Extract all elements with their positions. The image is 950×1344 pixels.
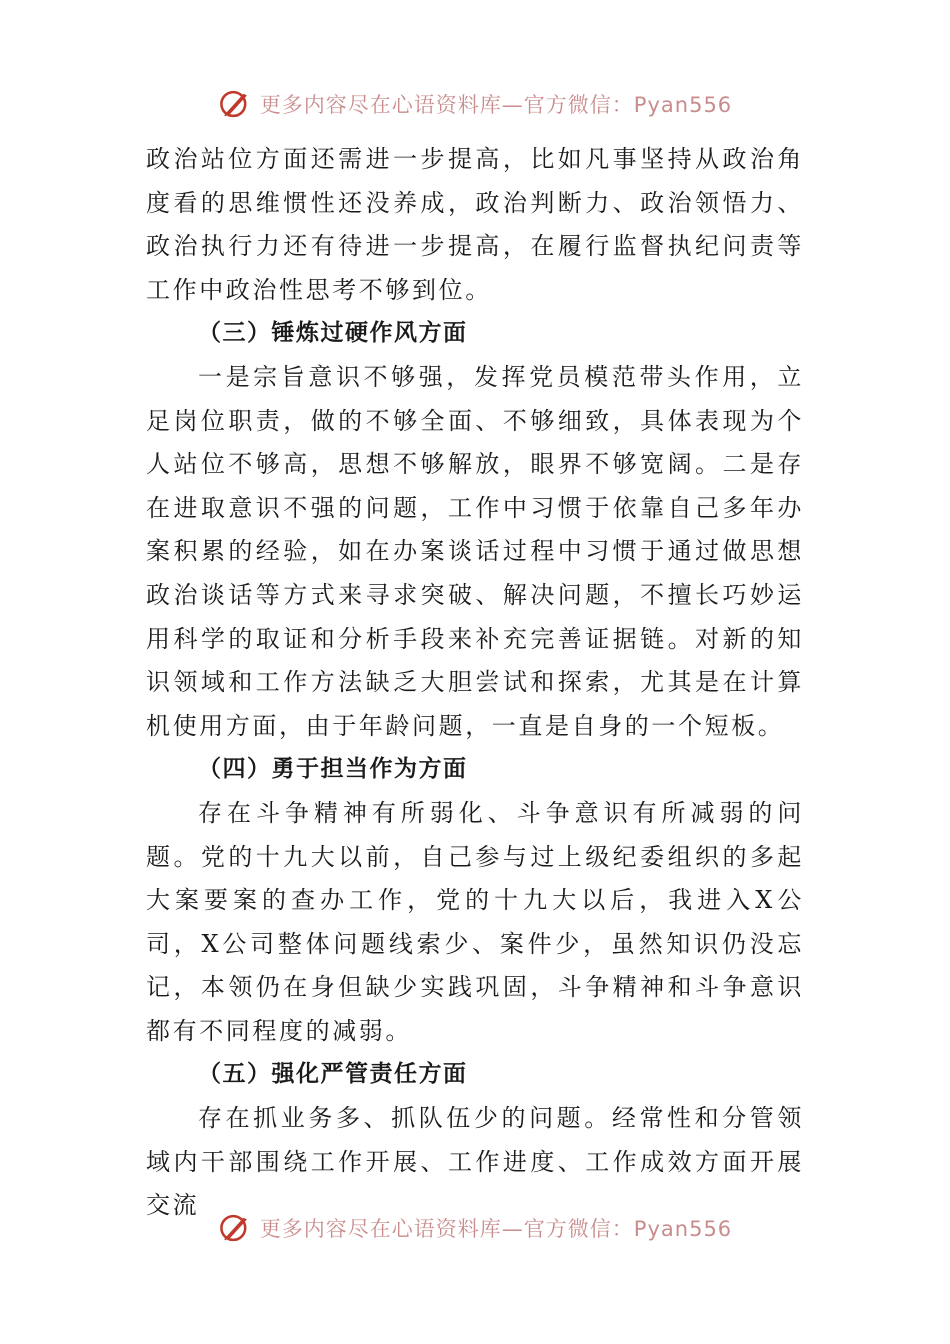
footer-banner-text: 更多内容尽在心语资料库—官方微信：Pyan556 bbox=[259, 1217, 733, 1241]
section-3-heading: （三）锤炼过硬作风方面 bbox=[198, 320, 468, 347]
section-5-paragraph: 存在抓业务多、抓队伍少的问题。经常性和分管领域内干部围绕工作开展、工作进度、工作成效方面开展交流 bbox=[146, 1104, 804, 1220]
footer-banner bbox=[0, 1208, 950, 1248]
quill-logo-icon bbox=[218, 87, 252, 121]
intro-paragraph: 政治站位方面还需进一步提高，比如凡事坚持从政治角度看的思维惯性还没养成，政治判断力、政治领悟力、政治执行力还有待进一步提高，在履行监督执纪问责等工作中政治性思考不够到位。 bbox=[146, 145, 804, 304]
section-5-heading: （五）强化严管责任方面 bbox=[198, 1061, 468, 1088]
header-banner bbox=[0, 84, 950, 124]
section-4-paragraph: 存在斗争精神有所弱化、斗争意识有所减弱的问题。党的十九大以前，自己参与过上级纪委组织的多起大案要案的查办工作，党的十九大以后，我进入X公司，X公司整体问题线索少、案件少，虽然知识仍没忘记，本领仍在身但缺少实践巩固，斗争精神和斗争意识都有不同程度的减弱。 bbox=[146, 798, 804, 1045]
section-4-heading: （四）勇于担当作为方面 bbox=[198, 756, 468, 783]
document-body bbox=[146, 138, 804, 1228]
quill-logo-icon bbox=[218, 1211, 252, 1245]
header-banner-text: 更多内容尽在心语资料库—官方微信：Pyan556 bbox=[259, 93, 733, 117]
section-3-paragraph: 一是宗旨意识不够强，发挥党员模范带头作用，立足岗位职责，做的不够全面、不够细致，具体表现为个人站位不够高，思想不够解放，眼界不够宽阔。二是存在进取意识不强的问题，工作中习惯于依靠自己多年办案积累的经验，如在办案谈话过程中习惯于通过做思想政治谈话等方式来寻求突破、解决问题，不擅长巧妙运用科学的取证和分析手段来补充完善证据链。对新的知识领域和工作方法缺乏大胆尝试和探索，尤其是在计算机使用方面，由于年龄问题，一直是自身的一个短板。 bbox=[146, 362, 804, 740]
